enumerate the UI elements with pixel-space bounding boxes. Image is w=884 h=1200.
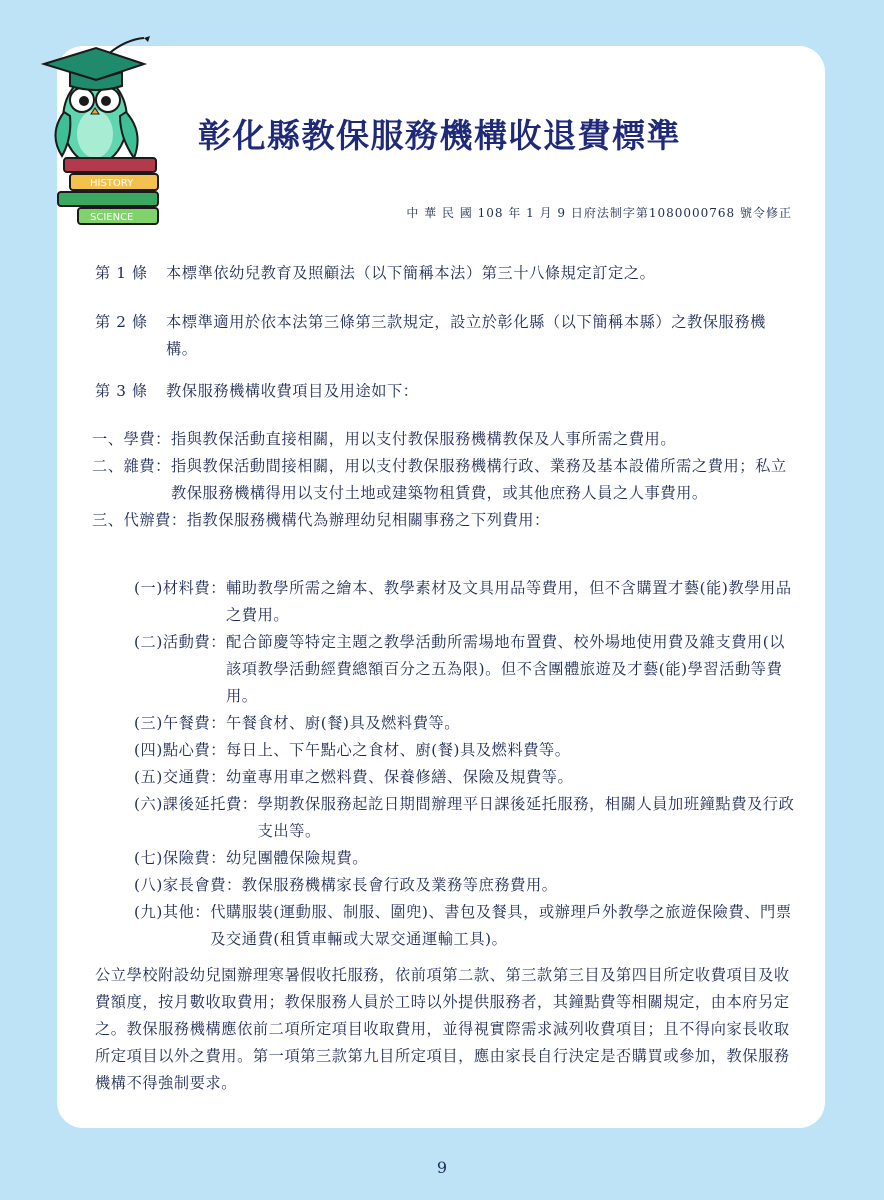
subitem-text: 代購服裝(運動服、制服、圍兜)、書包及餐具，或辦理戶外教學之旅遊保險費、門票及交通費(租賃車輛或大眾交通運輸工具)。 — [210, 903, 792, 948]
article-num: 第 2 條 — [95, 313, 148, 331]
subitem-text: 輔助教學所需之繪本、教學素材及文具用品等費用，但不含購置才藝(能)教學用品之費用。 — [226, 579, 792, 624]
subitem-label: (五)交通費： — [134, 768, 226, 786]
subitem-text: 幼兒團體保險規費。 — [226, 849, 369, 867]
book-label-science: SCIENCE — [90, 212, 134, 223]
subitem-text: 教保服務機構家長會行政及業務等庶務費用。 — [241, 876, 558, 894]
subitem-text: 幼童專用車之燃料費、保養修繕、保險及規費等。 — [226, 768, 574, 786]
article-3 — [95, 378, 795, 405]
page-number: 9 — [436, 1158, 448, 1177]
article-num: 第 1 條 — [95, 264, 148, 282]
decree-line: 中 華 民 國 108 年 1 月 9 日府法制字第1080000768 號令修正 — [406, 206, 792, 220]
list-item — [134, 575, 798, 629]
agency-fee-subitems — [134, 575, 798, 953]
subitem-text: 配合節慶等特定主題之教學活動所需場地布置費、校外場地使用費及雜支費用(以該項教學活動經費總額百分之五為限)。但不含團體旅遊及才藝(能)學習活動等費用。 — [226, 633, 786, 705]
list-item — [134, 764, 798, 791]
article-num: 第 3 條 — [95, 382, 148, 400]
list-item — [92, 507, 796, 534]
item-label: 一、學費： — [92, 430, 171, 448]
item-label: 三、代辦費： — [92, 511, 187, 529]
subitem-label: (六)課後延托費： — [134, 795, 258, 813]
list-item — [134, 872, 798, 899]
list-item — [134, 629, 798, 710]
subitem-label: (九)其他： — [134, 903, 211, 921]
subitem-label: (一)材料費： — [134, 579, 226, 597]
book-label-history: HISTORY — [90, 178, 134, 189]
owl-on-books-illustration — [40, 34, 162, 226]
subitem-text: 午餐食材、廚(餐)具及燃料費等。 — [226, 714, 461, 732]
closing-paragraph: 公立學校附設幼兒園辦理寒暑假收托服務，依前項第二款、第三款第三目及第四目所定收費項目及收費額度，按月數收取費用；教保服務人員於工時以外提供服務者，其鐘點費等相關規定，由本府另定之。教保服務機構應依前二項所定項目收取費用，並得視實際需求減列收費項目；且不得向家長收取所定項目以外之費用。第一項第三款第九目所定項目，應由家長自行決定是否購買或參加，教保服務機構不得強制要求。 — [95, 966, 790, 1092]
subitem-label: (八)家長會費： — [134, 876, 242, 894]
subitem-label: (七)保險費： — [134, 849, 226, 867]
fee-items-list — [92, 426, 796, 534]
list-item — [92, 426, 796, 453]
article-2 — [95, 309, 795, 363]
article-text: 本標準依幼兒教育及照顧法（以下簡稱本法）第三十八條規定訂定之。 — [166, 264, 656, 282]
subitem-text: 每日上、下午點心之食材、廚(餐)具及燃料費等。 — [226, 741, 571, 759]
subitem-label: (四)點心費： — [134, 741, 226, 759]
item-text: 指教保服務機構代為辦理幼兒相關事務之下列費用： — [186, 511, 550, 529]
article-text: 教保服務機構收費項目及用途如下： — [166, 382, 419, 400]
list-item — [134, 845, 798, 872]
item-label: 二、雜費： — [92, 457, 171, 475]
list-item — [134, 899, 798, 953]
article-1 — [95, 260, 795, 287]
list-item — [134, 737, 798, 764]
subitem-label: (三)午餐費： — [134, 714, 226, 732]
article-text: 本標準適用於依本法第三條第三款規定，設立於彰化縣（以下簡稱本縣）之教保服務機構。 — [166, 313, 766, 358]
subitem-text: 學期教保服務起訖日期間辦理平日課後延托服務，相關人員加班鐘點費及行政支出等。 — [257, 795, 795, 840]
subitem-label: (二)活動費： — [134, 633, 226, 651]
item-text: 指與教保活動直接相關，用以支付教保服務機構教保及人事所需之費用。 — [170, 430, 677, 448]
page-title: 彰化縣教保服務機構收退費標準 — [198, 116, 681, 155]
item-text: 指與教保活動間接相關，用以支付教保服務機構行政、業務及基本設備所需之費用；私立教保服務機構得用以支付土地或建築物租賃費，或其他庶務人員之人事費用。 — [170, 457, 787, 502]
list-item — [134, 710, 798, 737]
list-item — [92, 453, 796, 507]
list-item — [134, 791, 798, 845]
